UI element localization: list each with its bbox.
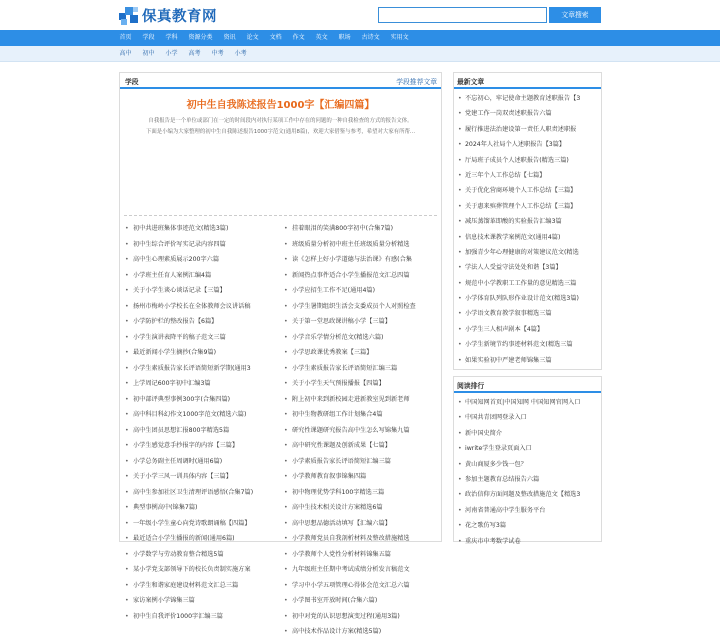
article-link[interactable]: • 上学周记600字初中汇编3篇: [124, 376, 272, 392]
article-link[interactable]: • 小学教师教育叙事锦集四篇: [283, 469, 439, 485]
subnav-item[interactable]: 中考: [211, 50, 224, 57]
article-link[interactable]: • 挂着眼泪的笑满800字初中(合集7篇): [283, 221, 439, 237]
featured-article-title[interactable]: 初中生自我陈述报告1000字【汇编四篇】: [186, 100, 375, 111]
latest-article-link[interactable]: • 如果实验初中严建老师锦集三篇: [454, 353, 601, 368]
ranking-article-link[interactable]: • 河南省普通高中学生服务平台: [454, 503, 601, 518]
article-link[interactable]: • 学习中小学五项管理心得体会范文汇总六篇: [283, 578, 439, 594]
latest-article-link[interactable]: • 近三年个人工作总结【七篇】: [454, 168, 601, 183]
site-name: 保真教育网: [142, 8, 217, 25]
latest-article-link[interactable]: • 关于惠来殡葬管理个人工作总结【三篇】: [454, 199, 601, 214]
ranking-article-link[interactable]: • 参加主题教育总结报告六篇: [454, 472, 601, 487]
latest-article-link[interactable]: • 小学体育队列队形作业设计范文(精选3篇): [454, 291, 601, 306]
article-link[interactable]: • 小学音乐学情分析范文(精选六篇): [283, 330, 439, 346]
nav-item[interactable]: 学科: [165, 34, 178, 41]
article-link[interactable]: • 初中物理优势学科100字精选三篇: [283, 485, 439, 501]
latest-article-link[interactable]: • 履行推进法治建设第一责任人职责述职报: [454, 122, 601, 137]
logo-icon: [119, 5, 139, 25]
panel-header: [454, 73, 601, 89]
article-link[interactable]: • 初中部评典型事例300字(合集四篇): [124, 392, 272, 408]
ranking-panel: [453, 376, 602, 545]
article-link[interactable]: • 小学总务副主任周调时(通用6篇): [124, 454, 272, 470]
article-link[interactable]: • 关于小学生谈心谈话记录【三篇】: [124, 283, 272, 299]
article-link[interactable]: • 附上初中来到新校园走进新教室见到新老师: [283, 392, 439, 408]
article-link[interactable]: • 小学图书室开放时间(合集六篇): [283, 593, 439, 609]
nav-item[interactable]: 论文: [246, 34, 259, 41]
featured-summary-line: 自我报告是一个单位或部门在一定的时间段内对执行某项工作中存在的问题的一种自我检查的方式的报告文体。: [148, 118, 413, 124]
ranking-article-link[interactable]: • 中国知网首页|中国知网 中国知网官网入口: [454, 395, 601, 410]
nav-item[interactable]: 文档: [269, 34, 282, 41]
nav-item[interactable]: 职场: [338, 34, 351, 41]
article-link[interactable]: • 班级质量分析初中班主任班级质量分析精选: [283, 237, 439, 253]
article-link[interactable]: • 高中生团员思想汇报800字精选5篇: [124, 423, 272, 439]
article-link[interactable]: • 一年级小学生童心向党诗歌朗诵稿【四篇】: [124, 516, 272, 532]
featured-article-summary: [124, 116, 437, 138]
ranking-article-link[interactable]: • iwrite学生登录页面入口: [454, 441, 601, 456]
article-link[interactable]: • 初中生物教研组工作计划集合4篇: [283, 407, 439, 423]
ranking-article-link[interactable]: • 政治信仰方面问题及整改措施范文【精选3: [454, 487, 601, 502]
article-link[interactable]: • 读《怎样上好小学道德与法治课》有感(合集: [283, 252, 439, 268]
article-link[interactable]: • 高中研究性课题及创新成果【七篇】: [283, 438, 439, 454]
article-link[interactable]: • 最近适合小学生播报的新闻(通用6篇): [124, 531, 272, 547]
nav-item[interactable]: 实用文: [390, 34, 409, 41]
latest-article-link[interactable]: • 小学生三人相声剧本【4篇】: [454, 322, 601, 337]
latest-article-link[interactable]: • 厅局班子成员个人述职报告(精选三篇): [454, 153, 601, 168]
article-link[interactable]: • 小学生素质报告家长评语简短新学期(通用3: [124, 361, 272, 377]
article-link[interactable]: • 新闻热点事件适合小学生播报范文汇总四篇: [283, 268, 439, 284]
ranking-article-link[interactable]: • 重庆市中考数学试卷: [454, 534, 601, 549]
article-link[interactable]: • 小学生演讲表降平的稿子范文三篇: [124, 330, 272, 346]
featured-summary-line: 下面是小编为大家整理的初中生自我陈述报告1000字范文(通用8篇)，欢迎大家借鉴与参考，希望对大家有所帮...: [145, 129, 416, 135]
subnav-item[interactable]: 小考: [234, 50, 247, 57]
panel-title: 最新文章: [457, 78, 485, 86]
nav-item[interactable]: 学段: [142, 34, 155, 41]
article-link[interactable]: • 某小学党支部领导下的校长负责制实施方案: [124, 562, 272, 578]
search-input[interactable]: [378, 7, 547, 23]
article-link[interactable]: • 高中科目科幻作文1000字范文(精选六篇): [124, 407, 272, 423]
divider: [124, 215, 437, 216]
main-nav: [0, 30, 720, 46]
latest-article-link[interactable]: • 信息技术课教学案例范文(通用4篇): [454, 230, 601, 245]
article-link[interactable]: • 研究性课题研究报告高中生怎么写锦集九篇: [283, 423, 439, 439]
article-link[interactable]: • 高中生参加社区卫生清理评语感悟(合集7篇): [124, 485, 272, 501]
article-link[interactable]: • 小学数学与劳动教育整合精选5篇: [124, 547, 272, 563]
nav-item[interactable]: 古诗文: [361, 34, 380, 41]
article-link[interactable]: • 典型事例高中(锦集7篇): [124, 500, 272, 516]
latest-articles-panel: [453, 72, 602, 370]
ranking-list: [454, 393, 601, 549]
article-link[interactable]: • 关于小学生天气预报播报【四篇】: [283, 376, 439, 392]
nav-item[interactable]: 英文: [315, 34, 328, 41]
article-link[interactable]: • 高中思想品德活动填写【汇编六篇】: [283, 516, 439, 532]
article-link[interactable]: • 关于小学三风一训具体内容【三篇】: [124, 469, 272, 485]
section-title: 学段: [125, 78, 139, 86]
latest-article-link[interactable]: • 不忘初心，牢记使命主题教育述职报告【3: [454, 91, 601, 106]
latest-article-link[interactable]: • 加强青少年心理健康的对策建议范文(精选: [454, 245, 601, 260]
latest-list: [454, 89, 601, 368]
section-header: [120, 73, 441, 89]
nav-item[interactable]: 首页: [119, 34, 132, 41]
latest-article-link[interactable]: • 党建工作一岗双责述职报告六篇: [454, 106, 601, 121]
latest-article-link[interactable]: • 关于优化营商环境个人工作总结【三篇】: [454, 183, 601, 198]
article-list-left: [124, 221, 272, 624]
article-link[interactable]: • 九年级班主任期中考试成绩分析发言稿范文: [283, 562, 439, 578]
article-link[interactable]: • 高中生心理素质展示200字六篇: [124, 252, 272, 268]
ranking-article-link[interactable]: • 中国共青团网登录入口: [454, 410, 601, 425]
panel-header: [454, 377, 601, 393]
latest-article-link[interactable]: • 小学语文教育教学叙事精选三篇: [454, 306, 601, 321]
article-link[interactable]: • 小学思政课优秀教案【三篇】: [283, 345, 439, 361]
article-link[interactable]: • 关于第一堂思政课讲稿小学【三篇】: [283, 314, 439, 330]
ranking-article-link[interactable]: • 花之歌仿写3篇: [454, 518, 601, 533]
latest-article-link[interactable]: • 2024年人社局个人述职报告【3篇】: [454, 137, 601, 152]
nav-item[interactable]: 资讯: [223, 34, 236, 41]
section-more-link[interactable]: 学段推荐文章: [396, 78, 437, 86]
article-link[interactable]: • 最近新闻小学生摘抄(合集9篇): [124, 345, 272, 361]
subnav-item[interactable]: 高考: [188, 50, 201, 57]
article-link[interactable]: • 小学生暑期组织生活会支委成员个人对照检查: [283, 299, 439, 315]
article-link[interactable]: • 小学班主任育人案例汇编4篇: [124, 268, 272, 284]
article-link[interactable]: • 小学应招生工作不足(通用4篇): [283, 283, 439, 299]
article-link[interactable]: • 小学教师党员自我剖析材料及整改措施精选: [283, 531, 439, 547]
nav-item[interactable]: 资源分类: [188, 34, 213, 41]
article-link[interactable]: • 小学生感觉意手抄报字的内容【三篇】: [124, 438, 272, 454]
nav-item[interactable]: 作文: [292, 34, 305, 41]
article-link[interactable]: • 高中生技术相关设计方案精选6篇: [283, 500, 439, 516]
latest-article-link[interactable]: • 规范中小学教职工工作量的意见精选三篇: [454, 276, 601, 291]
search-button[interactable]: 文章搜索: [549, 7, 601, 23]
article-link[interactable]: • 小学防护栏的整改报告【6篇】: [124, 314, 272, 330]
subnav-item[interactable]: 初中: [142, 50, 155, 57]
article-link[interactable]: • 小学教师个人党性分析材料锦集五篇: [283, 547, 439, 563]
article-link[interactable]: • 小学素质报告家长评语简短汇编三篇: [283, 454, 439, 470]
article-link[interactable]: • 初中共进班集体事迹范文(精选3篇): [124, 221, 272, 237]
latest-article-link[interactable]: • 小学生新境节约事迹材料范文(精选三篇: [454, 337, 601, 352]
panel-title: 阅读排行: [457, 382, 485, 390]
sub-nav: [0, 46, 720, 62]
latest-article-link[interactable]: • 减压蒸馏革即酸的实验报告汇编3篇: [454, 214, 601, 229]
subnav-item[interactable]: 高中: [119, 50, 132, 57]
article-link[interactable]: • 初中对党的认识思想演变过程(通用3篇): [283, 609, 439, 625]
article-link[interactable]: • 小学生和谐家庭建设材料范文汇总三篇: [124, 578, 272, 594]
section-panel: [119, 72, 442, 635]
latest-article-link[interactable]: • 学法人人受益守法处处和谐【3篇】: [454, 260, 601, 275]
ranking-article-link[interactable]: • 新中国史简介: [454, 426, 601, 441]
article-link[interactable]: • 高中技术作品设计方案(精选5篇): [283, 624, 439, 640]
article-list-right: [283, 221, 439, 640]
article-link[interactable]: • 小学生素质报告家长评语简短汇编三篇: [283, 361, 439, 377]
site-logo[interactable]: [119, 4, 217, 26]
article-link[interactable]: • 扬州市梅岭小学校长在全体教师会议讲话稿: [124, 299, 272, 315]
site-header: [0, 0, 720, 30]
article-link[interactable]: • 初中生自我评价1000字汇编三篇: [124, 609, 272, 625]
article-link[interactable]: • 家访案例小学锦集三篇: [124, 593, 272, 609]
article-link[interactable]: • 初中生综合评价写实记录内容四篇: [124, 237, 272, 253]
ranking-article-link[interactable]: • 黄山商厦多少钱一包？: [454, 457, 601, 472]
subnav-item[interactable]: 小学: [165, 50, 178, 57]
